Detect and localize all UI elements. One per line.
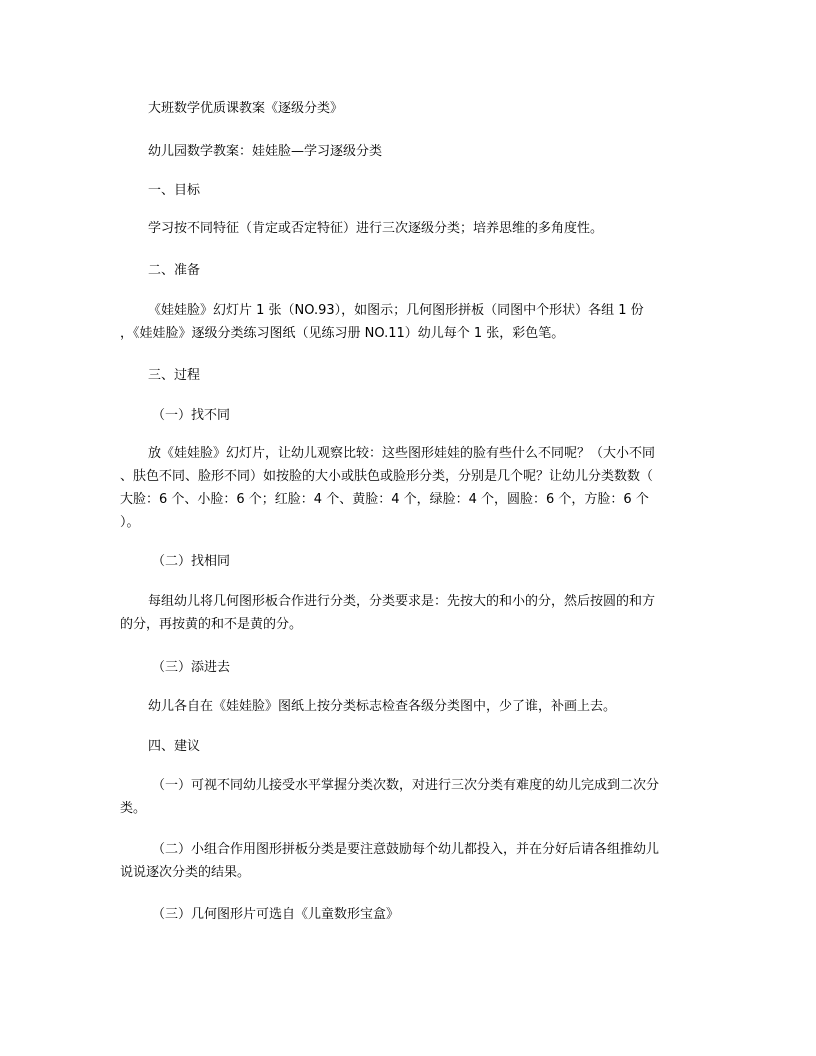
section-text-goal: 学习按不同特征（肯定或否定特征）进行三次逐级分类；培养思维的多角度性。 <box>148 221 604 236</box>
paragraph-line: 放《娃娃脸》幻灯片，让幼儿观察比较：这些图形娃娃的脸有些什么不同呢？（大小不同 <box>148 446 656 461</box>
section-heading-process: 三、过程 <box>148 368 201 383</box>
section-heading-suggestions: 四、建议 <box>148 739 201 754</box>
paragraph-line: 《娃娃脸》幻灯片 1 张（NO.93），如图示；几何图形拼板（同图中个形状）各组 1 份 <box>148 303 644 318</box>
paragraph-suggestion-3: （三）几何图形片可选自《儿童数形宝盒》 <box>152 907 400 922</box>
step-heading-find-same: （二）找相同 <box>152 554 231 569</box>
paragraph-prep <box>120 299 700 345</box>
paragraph-line: 的分，再按黄的和不是黄的分。 <box>120 617 303 632</box>
paragraph-find-different <box>120 442 700 534</box>
section-heading-prep: 二、准备 <box>148 263 201 278</box>
document-title: 大班数学优质课教案《逐级分类》 <box>148 101 344 116</box>
paragraph-line: ）。 <box>120 515 140 530</box>
document-subtitle: 幼儿园数学教案：娃娃脸—学习逐级分类 <box>148 144 383 159</box>
paragraph-find-same <box>120 590 700 636</box>
section-heading-goal: 一、目标 <box>148 183 201 198</box>
paragraph-line: ，《娃娃脸》逐级分类练习图纸（见练习册 NO.11）幼儿每个 1 张，彩色笔。 <box>120 326 565 341</box>
paragraph-line: 、肤色不同、脸形不同）如按脸的大小或肤色或脸形分类，分别是几个呢？让幼儿分类数数（ <box>120 469 654 484</box>
paragraph-line: 说说逐次分类的结果。 <box>120 865 251 880</box>
paragraph-line: （一）可视不同幼儿接受水平掌握分类次数，对进行三次分类有难度的幼儿完成到二次分 <box>152 778 660 793</box>
step-heading-find-different: （一）找不同 <box>152 408 231 423</box>
paragraph-line: 类。 <box>120 801 147 816</box>
paragraph-suggestion-1 <box>120 774 700 820</box>
paragraph-line: 每组幼儿将几何图形板合作进行分类，分类要求是：先按大的和小的分，然后按圆的和方 <box>148 594 656 609</box>
paragraph-add-in: 幼儿各自在《娃娃脸》图纸上按分类标志检查各级分类图中，少了谁，补画上去。 <box>148 699 617 714</box>
paragraph-suggestion-2 <box>120 838 700 884</box>
step-heading-add-in: （三）添进去 <box>152 660 231 675</box>
paragraph-line: （二）小组合作用图形拼板分类是要注意鼓励每个幼儿都投入，并在分好后请各组推幼儿 <box>152 842 660 857</box>
paragraph-line: 大脸：6 个、小脸：6 个；红脸：4 个、黄脸：4 个，绿脸：4 个，圆脸：6 个，方脸：6 个 <box>120 492 649 507</box>
